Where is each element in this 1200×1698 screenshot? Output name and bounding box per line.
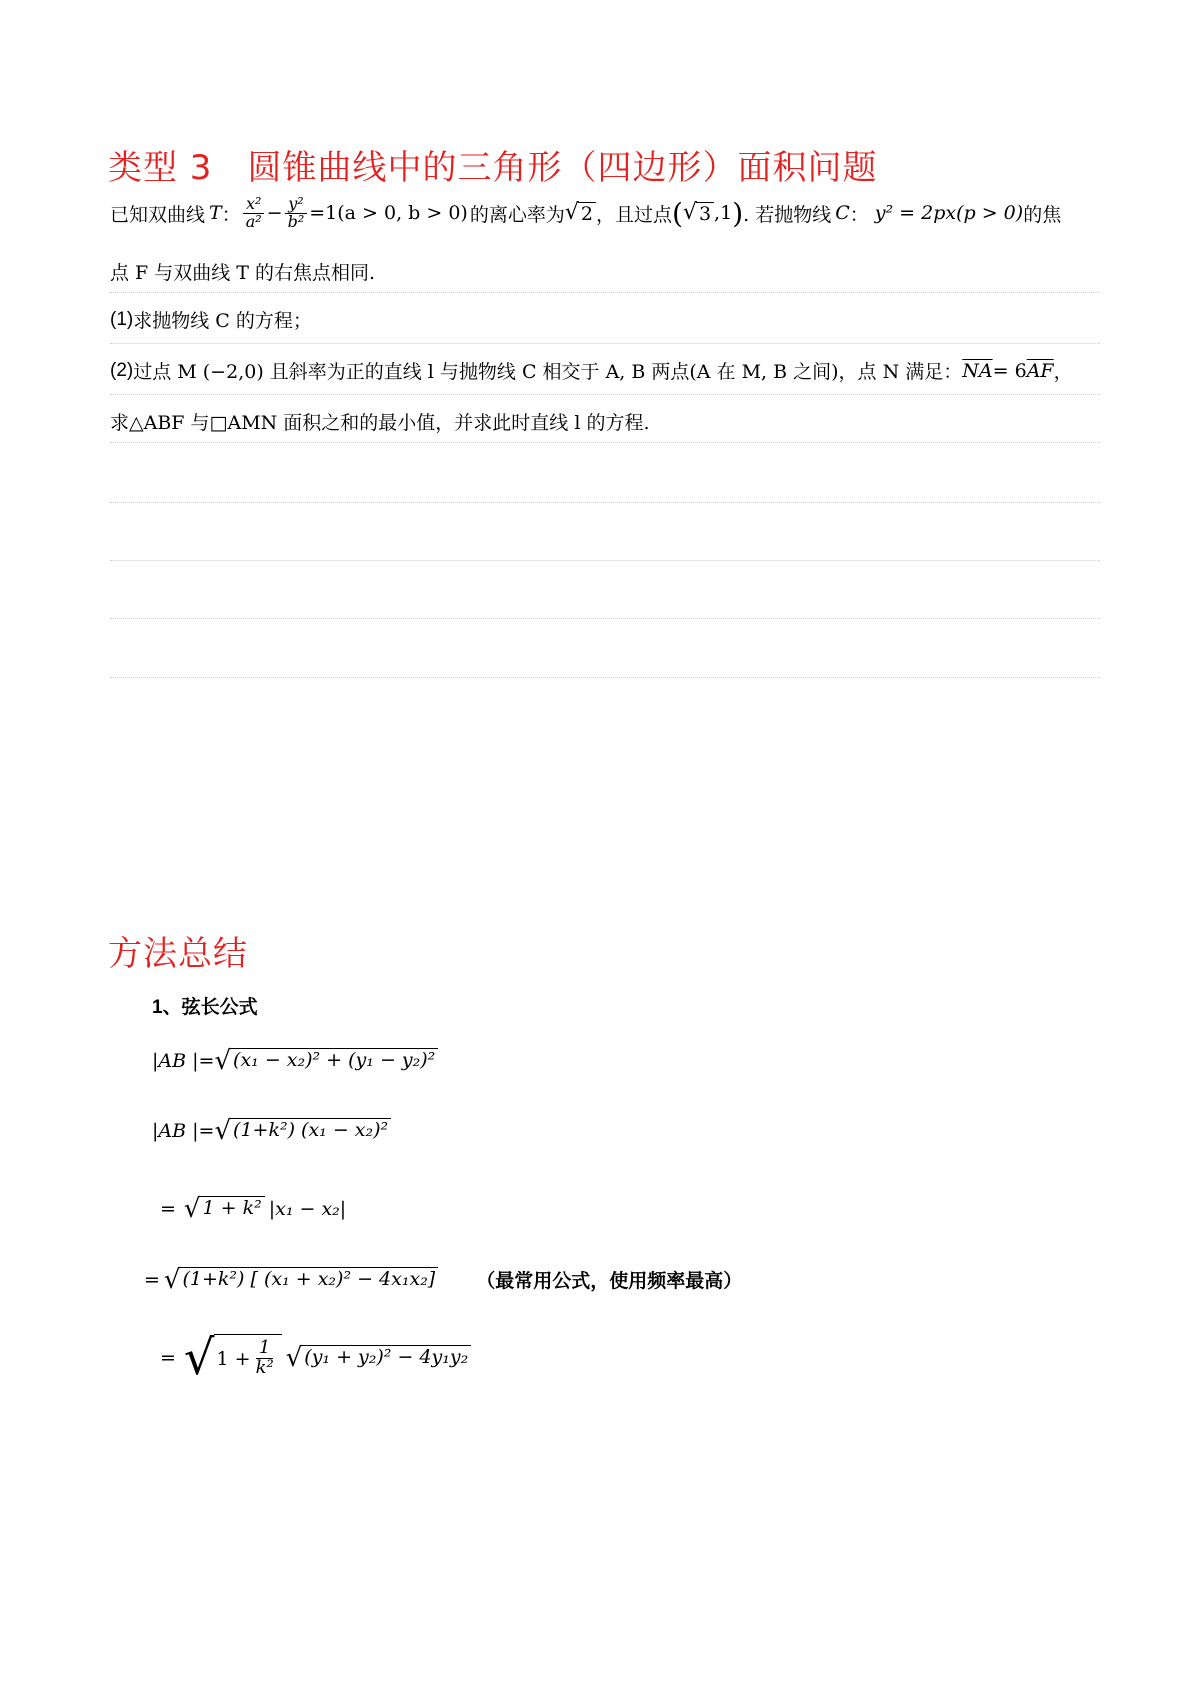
question-2 bbox=[110, 357, 1073, 384]
sqrt: √ (x₁ − x₂)² + (y₁ − y₂)² bbox=[214, 1048, 438, 1074]
text: 已知双曲线 bbox=[110, 203, 206, 226]
text: ： bbox=[849, 203, 869, 226]
lhs: |AB |= bbox=[152, 1120, 215, 1142]
question-2-cont: 求△ABF 与□AMN 面积之和的最小值，并求此时直线 l 的方程. bbox=[110, 412, 650, 434]
problem-line-2: 点 F 与双曲线 T 的右焦点相同. bbox=[110, 262, 376, 284]
point: ,1 bbox=[714, 202, 733, 225]
text: . 若抛物线 bbox=[743, 203, 832, 226]
text: ， bbox=[1053, 361, 1073, 383]
var-T: T bbox=[209, 202, 222, 225]
equals: = bbox=[160, 1347, 176, 1369]
fraction-y2-b2: $\frac{\text{y²}}{\text{b²}}$ bbox=[285, 196, 308, 231]
equals: = bbox=[144, 1268, 160, 1291]
answer-line bbox=[110, 677, 1100, 678]
sqrt-3: √ 3 bbox=[683, 202, 714, 225]
formula-3 bbox=[160, 1196, 346, 1222]
divider bbox=[110, 394, 1100, 395]
fraction-x2-a2: $\frac{\text{x²}}{\text{a²}}$ bbox=[243, 196, 265, 231]
divider bbox=[110, 292, 1100, 293]
sqrt: √ (1+k²) (x₁ − x₂)² bbox=[214, 1118, 391, 1144]
question-number: (2) bbox=[110, 359, 134, 381]
question-text: 求抛物线 C 的方程； bbox=[133, 310, 312, 332]
equals: = bbox=[160, 1198, 176, 1220]
vector-NA: $\overline{NA}$ bbox=[962, 359, 993, 382]
condition: =1(a > 0, b > 0) bbox=[309, 202, 468, 225]
abs-diff: |x₁ − x₂| bbox=[268, 1198, 347, 1220]
section-title: 类型 3 圆锥曲线中的三角形（四边形）面积问题 bbox=[108, 148, 878, 188]
question-1 bbox=[110, 306, 312, 333]
sqrt: √ 1 + k² bbox=[184, 1196, 265, 1222]
sqrt: √ (1+k²) [ (x₁ + x₂)² − 4x₁x₂] bbox=[164, 1267, 438, 1293]
answer-line bbox=[110, 502, 1100, 503]
question-number: (1) bbox=[110, 308, 134, 330]
formula-1 bbox=[152, 1048, 438, 1074]
sqrt-outer: √ 1 + $\frac{1}{\text{k²}}$ bbox=[184, 1334, 282, 1382]
parabola-eq: y² = 2px(p > 0) bbox=[874, 202, 1024, 225]
formula-2 bbox=[152, 1118, 391, 1144]
divider bbox=[110, 442, 1100, 443]
item-1-heading: 1、弦长公式 bbox=[152, 997, 258, 1018]
formula-5 bbox=[160, 1330, 471, 1386]
sqrt-2: √ 2 bbox=[565, 202, 596, 225]
text: 的焦 bbox=[1023, 203, 1062, 226]
answer-line bbox=[110, 560, 1100, 561]
summary-title: 方法总结 bbox=[108, 934, 248, 974]
sqrt-inner: √ (y₁ + y₂)² − 4y₁y₂ bbox=[286, 1345, 472, 1371]
problem-line-1: 已知双曲线 T ： $\frac{\text{x²}}{\text{a²}}$ − $\frac{\text{y²}}{\text{b²}}$ =1(a > 0, b > 0) 的离心率为 √ 2 ，且过点 ( √ 3 ,1 ) . 若抛物线 C ： y² = 2px(p > 0) 的焦 bbox=[110, 194, 1062, 231]
answer-line bbox=[110, 618, 1100, 619]
text: 的离心率为 bbox=[469, 203, 565, 226]
text: ： bbox=[221, 203, 241, 226]
text: ，且过点 bbox=[595, 203, 672, 226]
var-C: C bbox=[835, 202, 850, 225]
equals: = 6 bbox=[992, 359, 1027, 382]
vector-AF: $\overline{AF}$ bbox=[1026, 359, 1054, 382]
divider bbox=[110, 343, 1100, 344]
formula-4 bbox=[144, 1266, 742, 1293]
question-text: 过点 M (−2,0) 且斜率为正的直线 l 与抛物线 C 相交于 A, B 两点(A 在 M, B 之间)，点 N 满足： bbox=[133, 361, 963, 383]
usage-note: （最常用公式，使用频率最高） bbox=[476, 1271, 743, 1292]
lhs: |AB |= bbox=[152, 1050, 215, 1072]
